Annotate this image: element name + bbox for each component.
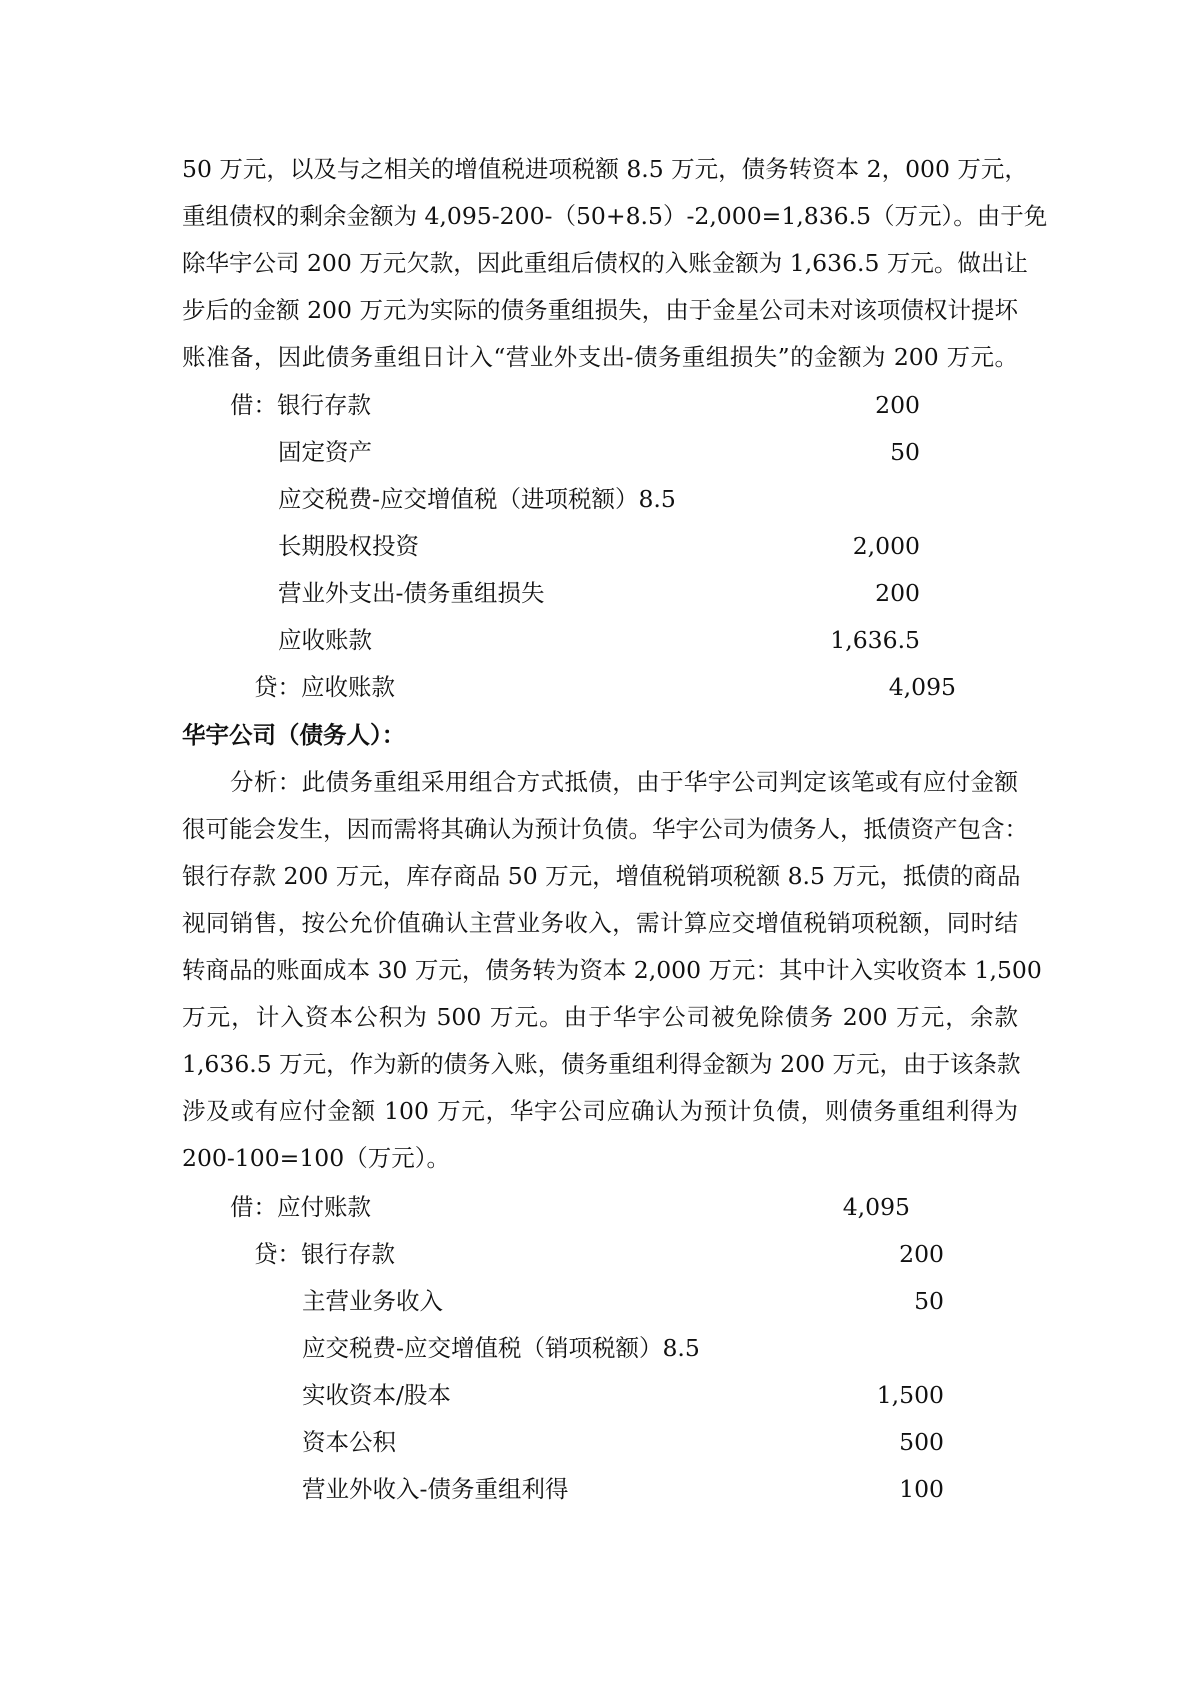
account-name: 借：应付账款 — [230, 1193, 371, 1221]
amount: 100 — [899, 1475, 944, 1503]
account-name: 应收账款 — [278, 626, 372, 654]
account-name: 借：银行存款 — [230, 391, 371, 419]
text-line: 视同销售，按公允价值确认主营业务收入，需计算应交增值税销项税额，同时结 — [182, 909, 1018, 937]
amount: 200 — [875, 391, 920, 419]
text-line: 1,636.5 万元，作为新的债务入账，债务重组利得金额为 200 万元，由于该条款 — [182, 1050, 1021, 1078]
text-line: 转商品的账面成本 30 万元，债务转为资本 2,000 万元：其中计入实收资本 1,500 — [182, 956, 1042, 984]
text-line: 50 万元，以及与之相关的增值税进项税额 8.5 万元，债务转资本 2，000 万元， — [182, 155, 1028, 183]
account-name: 实收资本/股本 — [302, 1381, 451, 1409]
text-line: 很可能会发生，因而需将其确认为预计负债。华宇公司为债务人，抵债资产包含： — [182, 815, 1028, 843]
account-name: 营业外支出-债务重组损失 — [278, 579, 545, 607]
text-line: 200-100=100（万元）。 — [182, 1144, 450, 1172]
text-line: 万元，计入资本公积为 500 万元。由于华宇公司被免除债务 200 万元，余款 — [182, 1003, 1018, 1031]
debtor-analysis-paragraph — [182, 759, 1042, 1182]
section-heading: 华宇公司（债务人）： — [182, 721, 406, 749]
account-name: 主营业务收入 — [302, 1287, 443, 1315]
amount: 500 — [899, 1428, 944, 1456]
amount: 200 — [899, 1240, 944, 1268]
account-name: 固定资产 — [278, 438, 372, 466]
amount: 1,500 — [876, 1381, 944, 1409]
text-line: 除华宇公司 200 万元欠款，因此重组后债权的入账金额为 1,636.5 万元。做出让 — [182, 249, 1028, 277]
text-line: 重组债权的剩余金额为 4,095-200-（50+8.5）-2,000=1,836.5（万元）。由于免 — [182, 202, 1048, 230]
amount: 4,095 — [842, 1193, 910, 1221]
text-line: 步后的金额 200 万元为实际的债务重组损失，由于金星公司未对该项债权计提坏 — [182, 296, 1018, 324]
account-name: 资本公积 — [302, 1428, 396, 1456]
account-name: 贷：应收账款 — [254, 673, 395, 701]
text-line: 分析：此债务重组采用组合方式抵债，由于华宇公司判定该笔或有应付金额 — [230, 768, 1018, 796]
account-name: 应交税费-应交增值税（销项税额）8.5 — [302, 1334, 700, 1362]
amount: 50 — [890, 438, 920, 466]
text-line: 银行存款 200 万元，库存商品 50 万元，增值税销项税额 8.5 万元，抵债的商品 — [182, 862, 1021, 890]
amount: 50 — [914, 1287, 944, 1315]
text-line: 账准备，因此债务重组日计入“营业外支出-债务重组损失”的金额为 200 万元。 — [182, 343, 1018, 371]
amount: 1,636.5 — [830, 626, 920, 654]
creditor-analysis-paragraph — [182, 146, 1048, 381]
amount: 200 — [875, 579, 920, 607]
account-name: 长期股权投资 — [278, 532, 419, 560]
amount: 2,000 — [852, 532, 920, 560]
account-name: 贷：银行存款 — [254, 1240, 395, 1268]
amount: 4,095 — [888, 673, 956, 701]
account-name: 营业外收入-债务重组利得 — [302, 1475, 569, 1503]
text-line: 涉及或有应付金额 100 万元，华宇公司应确认为预计负债，则债务重组利得为 — [182, 1097, 1018, 1125]
account-name: 应交税费-应交增值税（进项税额）8.5 — [278, 485, 676, 513]
